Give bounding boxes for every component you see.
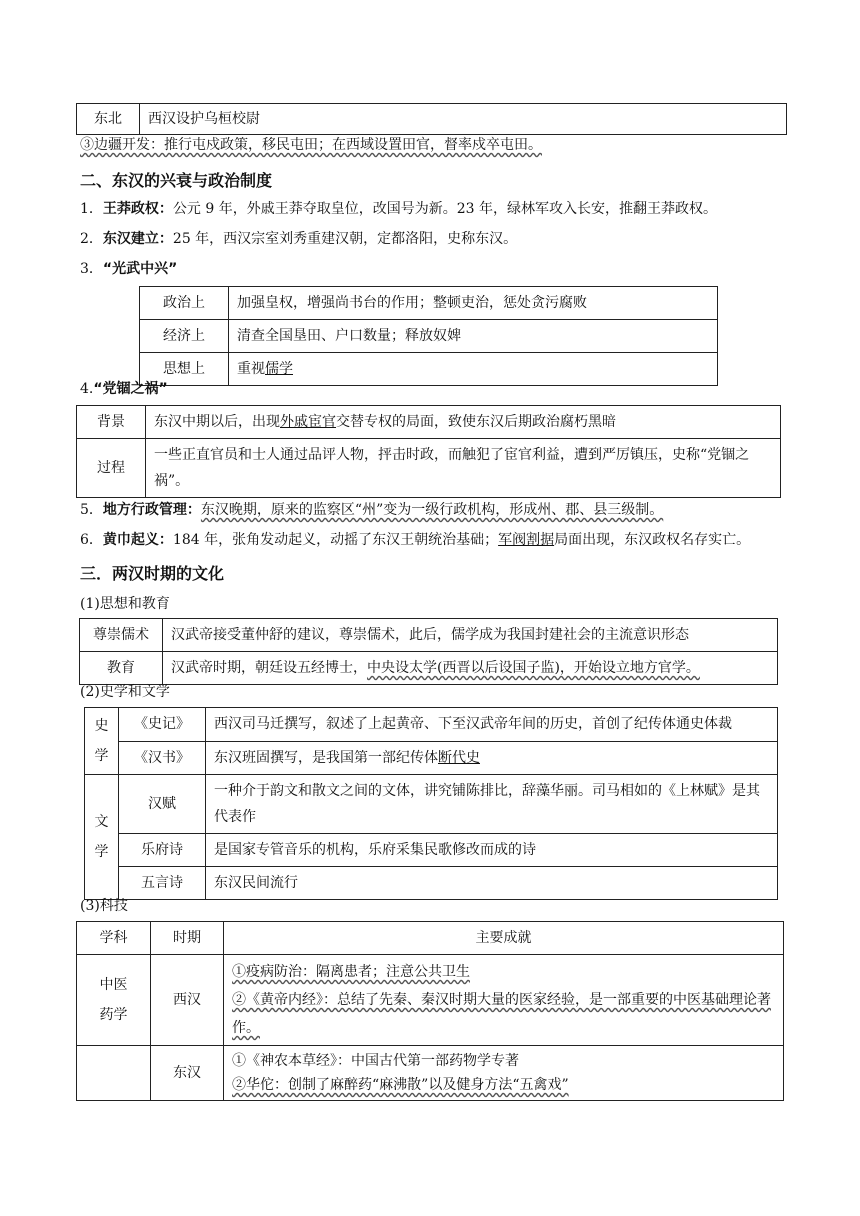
achievement-item: ②《黄帝内经》：总结了先秦、秦汉时期大量的医家经验，是一部重要的中医基础理论著作。 bbox=[232, 992, 771, 1036]
content-underlined: 儒学 bbox=[265, 361, 293, 377]
desc-cell bbox=[206, 741, 778, 775]
subject-cell-empty bbox=[77, 1046, 151, 1101]
item-number: 2． bbox=[80, 231, 103, 247]
item-danggu-heading bbox=[80, 379, 168, 399]
item-number: 3． bbox=[80, 261, 103, 277]
item-text-b: 局面出现，东汉政权名存实亡。 bbox=[554, 532, 751, 548]
table-row bbox=[77, 955, 784, 1046]
item-label: 东汉建立： bbox=[102, 231, 173, 247]
table-row bbox=[140, 353, 718, 386]
label-cell: 过程 bbox=[77, 439, 146, 498]
detail-cell: 西汉设护乌桓校尉 bbox=[140, 104, 787, 135]
achievement-cell bbox=[224, 955, 784, 1046]
frontier-note bbox=[80, 135, 542, 155]
item-guangwu-heading bbox=[80, 259, 177, 279]
item-number: 1． bbox=[80, 201, 103, 217]
char: 学 bbox=[94, 748, 109, 764]
sub-heading-science: (3)科技 bbox=[80, 898, 128, 914]
science-table bbox=[76, 921, 784, 1101]
char: 史 bbox=[94, 718, 109, 734]
item-label: 王莽政权： bbox=[102, 201, 173, 217]
header-cell: 时期 bbox=[151, 922, 224, 955]
item-yellow-turban bbox=[80, 530, 750, 550]
thought-table bbox=[79, 618, 778, 685]
work-cell: 汉赋 bbox=[119, 775, 206, 834]
underlined: 外戚宦官 bbox=[280, 414, 336, 430]
item-number: 4. bbox=[80, 381, 94, 397]
period-cell: 西汉 bbox=[151, 955, 224, 1046]
item-label: 黄巾起义： bbox=[102, 532, 173, 548]
item-number: 5． bbox=[80, 502, 103, 518]
content-cell: 清查全国垦田、户口数量；释放奴婢 bbox=[229, 320, 718, 353]
item-label: “光武中兴” bbox=[102, 261, 178, 277]
table-row bbox=[85, 834, 778, 867]
work-cell: 五言诗 bbox=[119, 867, 206, 900]
work-cell: 《汉书》 bbox=[119, 741, 206, 775]
subject-line: 药学 bbox=[99, 1007, 128, 1023]
northeast-table bbox=[76, 103, 787, 135]
danggu-table bbox=[76, 405, 781, 498]
sub-heading-thought: (1)思想和教育 bbox=[80, 596, 170, 612]
table-row bbox=[85, 708, 778, 742]
history-literature-table bbox=[84, 707, 778, 900]
header-cell: 学科 bbox=[77, 922, 151, 955]
content-prefix: 重视 bbox=[237, 361, 265, 377]
content-cell bbox=[146, 406, 781, 439]
subject-cell bbox=[77, 955, 151, 1046]
item-text: 25 年，西汉宗室刘秀重建汉朝，定都洛阳，史称东汉。 bbox=[172, 231, 518, 247]
desc-cell: 是国家专管音乐的机构，乐府采集民歌修改而成的诗 bbox=[206, 834, 778, 867]
content-cell bbox=[163, 652, 778, 685]
achievement-item: ②华佗：创制了麻醉药“麻沸散”以及健身方法“五禽戏” bbox=[232, 1077, 569, 1093]
text-a: 汉武帝时期，朝廷设五经博士， bbox=[171, 660, 367, 676]
desc-cell: 一种介于韵文和散文之间的文体，讲究铺陈排比，辞藻华丽。司马相如的《上林赋》是其代表作 bbox=[206, 775, 778, 834]
table-row bbox=[140, 287, 718, 320]
text-a: 东汉中期以后，出现 bbox=[154, 414, 280, 430]
frontier-note-text: ③边疆开发：推行屯戍政策，移民屯田；在西域设置田官，督率戍卒屯田。 bbox=[80, 137, 542, 153]
table-row bbox=[85, 741, 778, 775]
table-row bbox=[77, 922, 784, 955]
item-local-admin bbox=[80, 500, 663, 520]
category-history bbox=[85, 708, 119, 775]
achievement-item: ①疫病防治：隔离患者；注意公共卫生 bbox=[232, 964, 470, 980]
achievement-cell bbox=[224, 1046, 784, 1101]
sub-heading-history: (2)史学和文学 bbox=[80, 684, 170, 700]
label-cell: 教育 bbox=[80, 652, 163, 685]
item-label: 地方行政管理： bbox=[102, 502, 201, 518]
work-cell: 《史记》 bbox=[119, 708, 206, 742]
item-donghan-founding bbox=[80, 229, 517, 249]
achievement-item: ①《神农本草经》：中国古代第一部药物学专著 bbox=[232, 1053, 519, 1069]
region-cell: 东北 bbox=[77, 104, 140, 135]
work-cell: 乐府诗 bbox=[119, 834, 206, 867]
item-text-a: 184 年，张角发动起义，动摇了东汉王朝统治基础； bbox=[172, 532, 499, 548]
desc-cell: 东汉民间流行 bbox=[206, 867, 778, 900]
table-row bbox=[140, 320, 718, 353]
label-cell: 尊崇儒术 bbox=[80, 619, 163, 652]
subject-line: 中医 bbox=[99, 977, 128, 993]
section-heading-3: 三．两汉时期的文化 bbox=[80, 564, 225, 583]
table-row bbox=[80, 652, 778, 685]
table-row bbox=[77, 439, 781, 498]
aspect-cell: 经济上 bbox=[140, 320, 229, 353]
period-cell: 东汉 bbox=[151, 1046, 224, 1101]
item-label: “党锢之祸” bbox=[93, 381, 168, 397]
content-cell: 加强皇权，增强尚书台的作用；整顿吏治，惩处贪污腐败 bbox=[229, 287, 718, 320]
aspect-cell: 政治上 bbox=[140, 287, 229, 320]
table-row bbox=[77, 1046, 784, 1101]
label-cell: 背景 bbox=[77, 406, 146, 439]
content-cell: 汉武帝接受董仲舒的建议，尊崇儒术，此后，儒学成为我国封建社会的主流意识形态 bbox=[163, 619, 778, 652]
wavy-text: 中央设太学(西晋以后设国子监)，开始设立地方官学。 bbox=[367, 660, 700, 676]
desc-underlined: 断代史 bbox=[438, 749, 480, 766]
table-row bbox=[85, 775, 778, 834]
header-cell: 主要成就 bbox=[224, 922, 784, 955]
content-cell bbox=[229, 353, 718, 386]
table-row bbox=[80, 619, 778, 652]
table-row bbox=[77, 104, 787, 135]
guangwu-table bbox=[139, 286, 718, 386]
section-heading-2: 二、东汉的兴衰与政治制度 bbox=[80, 171, 273, 190]
category-literature bbox=[85, 775, 119, 900]
desc-cell: 西汉司马迁撰写，叙述了上起黄帝、下至汉武帝年间的历史，首创了纪传体通史体裁 bbox=[206, 708, 778, 742]
char: 文 bbox=[94, 814, 109, 830]
item-text: 公元 9 年，外戚王莽夺取皇位，改国号为新。23 年，绿林军攻入长安，推翻王莽政权。 bbox=[172, 201, 717, 217]
table-row bbox=[85, 867, 778, 900]
item-underlined: 军阀割据 bbox=[498, 532, 555, 548]
char: 学 bbox=[94, 844, 109, 860]
item-text: 东汉晚期，原来的监察区“州”变为一级行政机构，形成州、郡、县三级制。 bbox=[200, 502, 664, 518]
table-row bbox=[77, 406, 781, 439]
desc-a: 东汉班固撰写，是我国第一部纪传体 bbox=[214, 749, 438, 766]
content-cell: 一些正直官员和士人通过品评人物，抨击时政，而触犯了宦官利益，遭到严厉镇压，史称“党锢之祸”。 bbox=[146, 439, 781, 498]
text-b: 交替专权的局面，致使东汉后期政治腐朽黑暗 bbox=[336, 414, 616, 430]
item-wangmang bbox=[80, 199, 717, 219]
item-number: 6． bbox=[80, 532, 103, 548]
aspect-cell: 思想上 bbox=[140, 353, 229, 386]
